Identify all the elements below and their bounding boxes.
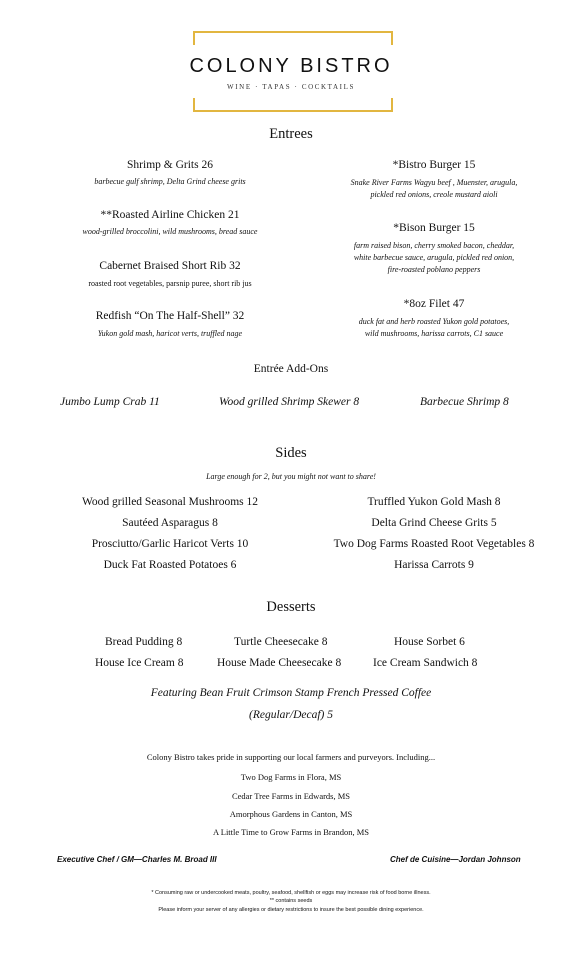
- entree-desc-line: wild mushrooms, harissa carrots, C1 sauce: [364, 329, 504, 338]
- entree-bison-burger: [300, 222, 568, 276]
- coffee-price: (Regular/Decaf) 5: [249, 709, 333, 721]
- entree-desc: roasted root vegetables, parsnip puree, short rib jus: [88, 279, 252, 288]
- dessert-item: Ice Cream Sandwich 8: [373, 657, 478, 669]
- entree-name: Cabernet Braised Short Rib 32: [99, 260, 241, 272]
- addon-item: Barbecue Shrimp 8: [420, 396, 509, 408]
- side-item: Harissa Carrots 9: [394, 559, 474, 571]
- logo-frame-top-left: [193, 31, 207, 45]
- dessert-item: House Sorbet 6: [394, 636, 465, 648]
- entree-desc: barbecue gulf shrimp, Delta Grind cheese grits: [94, 177, 246, 186]
- dessert-item: Bread Pudding 8: [105, 636, 183, 648]
- entree-name: *8oz Filet 47: [403, 298, 465, 310]
- side-item: Delta Grind Cheese Grits 5: [371, 517, 497, 529]
- entree-short-rib: [28, 260, 312, 290]
- dessert-item: Turtle Cheesecake 8: [234, 636, 328, 648]
- entree-name: *Bistro Burger 15: [392, 159, 476, 171]
- entree-desc: wood-grilled broccolini, wild mushrooms, bread sauce: [82, 227, 258, 236]
- entree-shrimp-grits: [28, 159, 312, 188]
- executive-chef: Executive Chef / GM—Charles M. Broad III: [57, 855, 217, 864]
- logo-frame-top-right: [379, 31, 393, 45]
- farm-item: A Little Time to Grow Farms in Brandon, MS: [212, 827, 370, 837]
- farms-intro: Colony Bistro takes pride in supporting our local farmers and purveyors. Including...: [146, 752, 436, 762]
- desserts-title: Desserts: [266, 599, 316, 615]
- entree-desc-line: white barbecue sauce, arugula, pickled red onion,: [353, 253, 515, 262]
- coffee-line: Featuring Bean Fruit Crimson Stamp French Pressed Coffee: [150, 687, 432, 699]
- entree-name: **Roasted Airline Chicken 21: [100, 209, 240, 221]
- farm-item: Cedar Tree Farms in Edwards, MS: [231, 791, 351, 801]
- entree-desc-line: Snake River Farms Wagyu beef , Muenster, arugula,: [350, 178, 518, 187]
- entree-desc-line: fire-roasted poblano peppers: [387, 265, 481, 274]
- logo-name: COLONY BISTRO: [189, 55, 393, 77]
- entree-desc-line: farm raised bison, cherry smoked bacon, cheddar,: [353, 241, 515, 250]
- entree-desc-line: duck fat and herb roasted Yukon gold potatoes,: [358, 317, 510, 326]
- side-item: Two Dog Farms Roasted Root Vegetables 8: [333, 538, 535, 550]
- sides-subtitle: Large enough for 2, but you might not want to share!: [206, 472, 376, 481]
- entree-name: Redfish “On The Half-Shell” 32: [95, 310, 245, 322]
- farm-item: Two Dog Farms in Flora, MS: [240, 772, 342, 782]
- addons-title: Entrée Add-Ons: [253, 363, 329, 375]
- sides-left-list: [28, 496, 312, 580]
- side-item: Duck Fat Roasted Potatoes 6: [103, 559, 237, 571]
- side-item: Wood grilled Seasonal Mushrooms 12: [81, 496, 259, 508]
- sides-right-list: [300, 496, 568, 580]
- logo-tagline: WINE · TAPAS · COCKTAILS: [227, 83, 355, 91]
- entree-redfish: [28, 310, 312, 340]
- entree-name: Shrimp & Grits 26: [127, 159, 213, 171]
- sides-title: Sides: [275, 445, 307, 461]
- addon-item: Jumbo Lump Crab 11: [60, 396, 160, 408]
- footer-raw-warning: * Consuming raw or undercooked meats, poultry, seafood, shellfish or eggs may increase risk of food borne illness.: [151, 890, 431, 896]
- dessert-item: House Ice Cream 8: [95, 657, 184, 669]
- side-item: Truffled Yukon Gold Mash 8: [367, 496, 501, 508]
- addon-item: Wood grilled Shrimp Skewer 8: [219, 396, 360, 408]
- footer-allergy-note: Please inform your server of any allergies or dietary restrictions to insure the best possible dining experience.: [158, 907, 424, 913]
- entree-desc: Yukon gold mash, haricot verts, truffled nage: [97, 329, 243, 338]
- chef-de-cuisine: Chef de Cuisine—Jordan Johnson: [390, 855, 521, 864]
- logo-frame-top-bar: [193, 31, 393, 33]
- logo-frame-bottom-right: [379, 98, 393, 112]
- entree-filet: [300, 298, 568, 340]
- entree-bistro-burger: [300, 159, 568, 201]
- entree-airline-chicken: [28, 209, 312, 238]
- farm-item: Amorphous Gardens in Canton, MS: [229, 809, 353, 819]
- logo-frame-bottom-bar: [193, 110, 393, 112]
- side-item: Sautéed Asparagus 8: [122, 517, 218, 529]
- side-item: Prosciutto/Garlic Haricot Verts 10: [91, 538, 249, 550]
- entree-desc-line: pickled red onions, creole mustard aioli: [370, 190, 498, 199]
- dessert-item: House Made Cheesecake 8: [217, 657, 342, 669]
- footer-seeds-note: ** contains seeds: [269, 898, 313, 904]
- entree-name: *Bison Burger 15: [393, 222, 475, 234]
- entrees-title: Entrees: [269, 126, 313, 142]
